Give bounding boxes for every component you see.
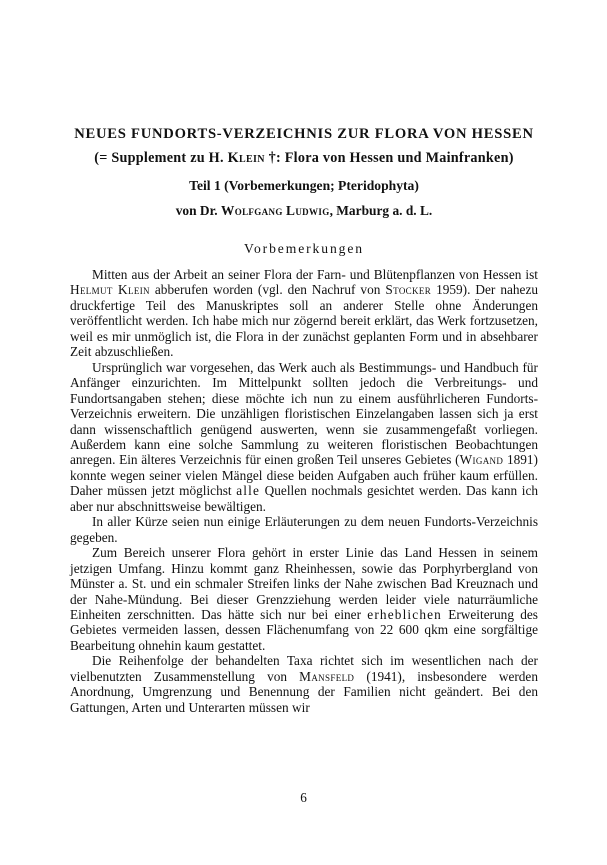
title-subtitle-prefix: (= Supplement zu H. (94, 150, 228, 166)
byline-author-firstname: Wolfgang (220, 203, 283, 218)
text-run: 1959). Der nahezu druckfertige Teil des Manuskriptes soll an anderer Stelle ohne Änderungen veröffentlicht werden. Ich habe mich nur zögernd bereit erklärt, das Werk fortzusetzen, weil es mir unmöglich ist, die Flora in der zunächst geplanten Form und in absehbarer Zeit abzuschließen. (70, 282, 539, 360)
text-run: Erweiterung des Gebietes vermeiden lassen, dessen Flächenumfang von 22 600 qkm eine sorgfältige Bearbeitung ohnehin kaum gestattet. (70, 606, 538, 653)
title-part-line (70, 176, 538, 196)
smallcaps-name: Wigand (459, 452, 504, 468)
body-text (70, 267, 538, 715)
title-subtitle-suffix: †: Flora von Hessen und Mainfranken) (264, 150, 514, 166)
page-title: NEUES FUNDORTS-VERZEICHNIS ZUR FLORA VON HESSEN (74, 126, 534, 142)
text-run: Mitten aus der Arbeit an seiner Flora der Farn- und Blütenpflanzen von Hessen ist (92, 267, 538, 282)
text-run: Die Reihenfolge der behandelten Taxa richtet sich im wesentlichen nach der vielbenutzten Zusammenstellung von (70, 653, 538, 684)
text-run: Zum Bereich unserer Flora gehört in erster Linie das Land Hessen in seinem jetzigen Umfang. Hinzu kommt ganz Rheinhessen, sowie das Porphyrbergland von Münster a. St. und ein schmaler Streifen links der Nahe zwischen Bad Kreuznach und der Nahe-Mündung. Bei dieser Grenzziehung werden leider viele naturräumliche Einheiten zerschnitten. Das hätte sich nur bei einer (70, 545, 538, 622)
emphasized-text: erheblichen (367, 606, 442, 622)
title-part-number: Teil 1 (189, 178, 221, 193)
para-4 (70, 545, 538, 653)
text-run: 1891) konnte wegen seiner vielen Mängel diese beiden Aufgaben auch früher kaum erfüllen. Daher müssen jetzt möglichst (70, 452, 538, 499)
byline-author-lastname: Ludwig (286, 203, 330, 218)
text-run: (1941), insbesondere werden Anordnung, Umgrenzung und Benennung der Familien nicht geändert. Bei den Gattungen, Arten und Unterarten müssen wir (70, 668, 538, 715)
text-run: abberufen worden (vgl. den Nachruf von (149, 282, 386, 298)
smallcaps-name: Mansfeld (299, 668, 355, 684)
smallcaps-name: Helmut Klein (70, 282, 150, 298)
section-heading-vorbemerkungen: Vorbemerkungen (244, 241, 364, 256)
article-title-block (70, 124, 538, 221)
text-run: In aller Kürze seien nun einige Erläuterungen zu dem neuen Fundorts-Verzeichnis gegeben. (70, 514, 538, 545)
text-run: Ursprünglich war vorgesehen, das Werk auch als Bestimmungs- und Handbuch für Anfänger einzurichten. Im Mittelpunkt sollten jedoch die Verbreitungs- und Fundortsangaben stehen; diese möchte ich nun zu einem ausführlicheren Fundorts-Verzeichnis erweitern. Die unzähligen floristischen Einzelangaben lassen sich ja erst dann wissenschaftlich genügend auswerten, wenn sie zusammengefaßt vorliegen. Außerdem kann eine solche Sammlung zu weiteren floristischen Beobachtungen anregen. Ein älteres Verzeichnis für einen großen Teil unseres Gebietes ( (70, 359, 538, 468)
byline-affiliation: , Marburg a. d. L. (329, 203, 433, 218)
page-content (70, 124, 538, 715)
para-5 (70, 653, 538, 715)
title-subtitle (70, 148, 538, 169)
text-run: Quellen nochmals gesichtet werden. Das kann ich aber nur abschnittsweise bewältigen. (70, 483, 538, 514)
para-2 (70, 360, 538, 515)
para-3 (70, 514, 538, 545)
emphasized-text: alle (236, 483, 261, 499)
smallcaps-name: Stocker (385, 282, 432, 298)
byline-prefix: von Dr. (175, 203, 221, 218)
title-subtitle-smallcaps-name: Klein (227, 150, 265, 166)
page-number: 6 (300, 790, 307, 805)
para-1 (70, 267, 538, 360)
article-byline (70, 201, 538, 221)
title-part-description: (Vorbemerkungen; Pteridophyta) (220, 178, 419, 193)
